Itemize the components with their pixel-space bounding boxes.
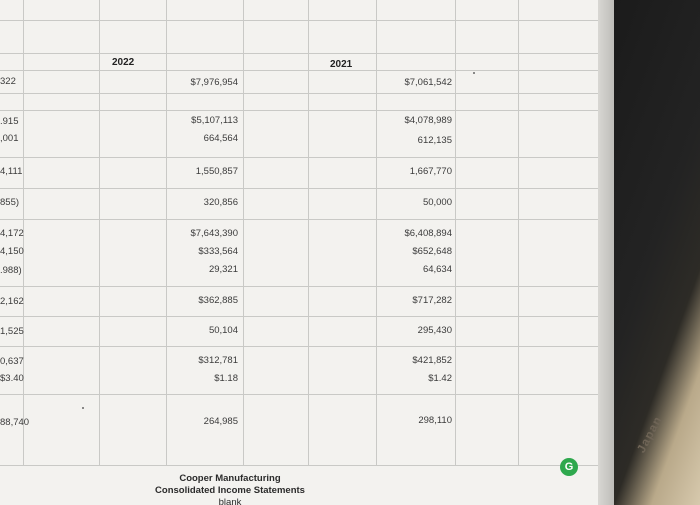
value-2021-cell[interactable]: 50,000 xyxy=(422,197,452,208)
grid-line xyxy=(0,394,598,395)
grid-line xyxy=(0,53,598,54)
grid-line xyxy=(308,0,309,465)
value-2021-cell[interactable]: $7,061,542 xyxy=(404,77,452,88)
left-cell[interactable]: 1,525 xyxy=(0,326,24,337)
value-2022-cell[interactable]: $312,781 xyxy=(198,355,238,366)
grid-line xyxy=(455,0,456,465)
grid-line xyxy=(0,70,598,71)
year-2021-header: 2021 xyxy=(330,59,353,70)
value-2022-cell[interactable]: 264,985 xyxy=(203,416,238,427)
stray-mark xyxy=(82,407,84,409)
value-2021-cell[interactable]: $1.42 xyxy=(428,373,452,384)
stray-mark xyxy=(473,72,475,74)
value-2022-cell[interactable]: 29,321 xyxy=(208,264,238,275)
value-2022-cell[interactable]: $7,976,954 xyxy=(190,77,238,88)
value-2021-cell[interactable]: $4,078,989 xyxy=(404,115,452,126)
value-2021-cell[interactable]: $717,282 xyxy=(412,295,452,306)
grid-line xyxy=(99,0,100,465)
grid-line xyxy=(0,20,598,21)
statement-subtitle: blank xyxy=(218,497,242,505)
value-2022-cell[interactable]: 1,550,857 xyxy=(195,166,238,177)
grid-line xyxy=(0,157,598,158)
left-cell[interactable]: 0,637 xyxy=(0,356,24,367)
value-2021-cell[interactable]: 612,135 xyxy=(417,135,452,146)
statement-title: Consolidated Income Statements xyxy=(155,485,305,496)
grid-line xyxy=(0,346,598,347)
value-2022-cell[interactable]: 320,856 xyxy=(203,197,238,208)
grid-line xyxy=(0,93,598,94)
left-cell[interactable]: 855) xyxy=(0,197,20,208)
value-2022-cell[interactable]: $333,564 xyxy=(198,246,238,257)
grid-line xyxy=(0,286,598,287)
value-2021-cell[interactable]: $652,648 xyxy=(412,246,452,257)
value-2022-cell[interactable]: 50,104 xyxy=(208,325,238,336)
grid-line xyxy=(0,465,598,466)
left-cell[interactable]: .915 xyxy=(0,116,19,127)
value-2021-cell[interactable]: 295,430 xyxy=(417,325,452,336)
value-2021-cell[interactable]: $6,408,894 xyxy=(404,228,452,239)
grid-line xyxy=(0,188,598,189)
year-2022-header: 2022 xyxy=(112,57,135,68)
value-2022-cell[interactable]: $1.18 xyxy=(214,373,238,384)
grid-line xyxy=(0,316,598,317)
value-2022-cell[interactable]: 664,564 xyxy=(203,133,238,144)
value-2022-cell[interactable]: $7,643,390 xyxy=(190,228,238,239)
sheet-edge xyxy=(598,0,614,505)
grammarly-icon[interactable]: G xyxy=(560,458,578,476)
value-2021-cell[interactable]: 298,110 xyxy=(418,415,452,426)
left-cell[interactable]: 322 xyxy=(0,76,16,87)
value-2021-cell[interactable]: 64,634 xyxy=(422,264,452,275)
left-cell[interactable]: ,001 xyxy=(0,133,19,144)
left-cell[interactable]: 88,740 xyxy=(0,417,30,428)
value-2022-cell[interactable]: $5,107,113 xyxy=(191,115,238,126)
company-name: Cooper Manufacturing xyxy=(179,473,281,484)
left-cell[interactable]: 4,172 xyxy=(0,228,24,239)
left-cell[interactable]: .988) xyxy=(0,265,22,276)
value-2022-cell[interactable]: $362,885 xyxy=(198,295,238,306)
grid-line xyxy=(518,0,519,465)
grid-line xyxy=(0,110,598,111)
left-cell[interactable]: 4,111 xyxy=(0,166,23,177)
grid-line xyxy=(243,0,244,465)
value-2021-cell[interactable]: 1,667,770 xyxy=(409,166,452,177)
value-2021-cell[interactable]: $421,852 xyxy=(412,355,452,366)
bezel-label: Japan xyxy=(633,413,665,456)
left-cell[interactable]: 4,150 xyxy=(0,246,24,257)
grid-line xyxy=(0,219,598,220)
left-cell[interactable]: 2,162 xyxy=(0,296,24,307)
left-cell[interactable]: $3.40 xyxy=(0,373,24,384)
